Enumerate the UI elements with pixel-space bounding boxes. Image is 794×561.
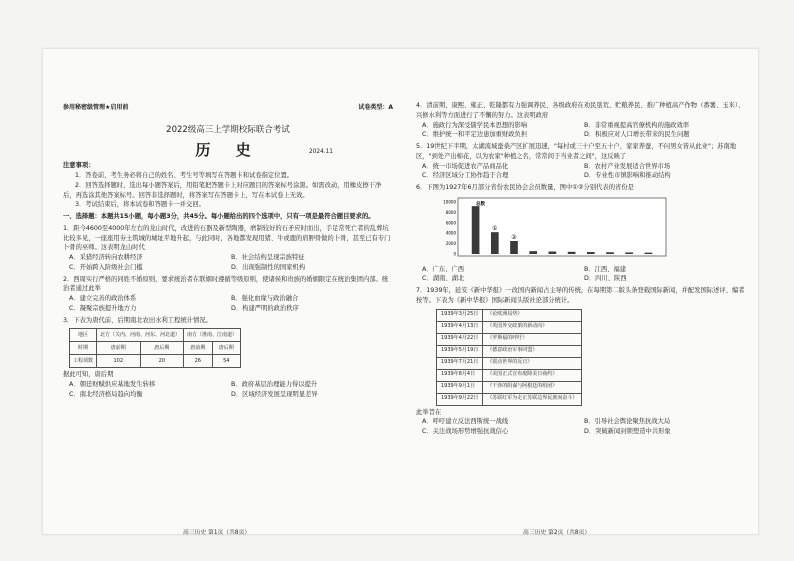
y-tick-label: 2000 (445, 240, 456, 246)
question-4-stem: 4．清前期，康熙、雍正、乾隆都有力强调养民、各级政府在劝民垦荒、贮粮养民、推广种植高产作物（番薯、玉米）、兴修水利等方面进行了不懈的努力。这表明政府 (416, 102, 745, 119)
table-cell: 地区 (70, 329, 97, 342)
table-cell: 1939年5月19日 (437, 345, 483, 357)
bar-marker: ② (511, 233, 517, 241)
option-d: D．四川、陕西 (584, 275, 627, 283)
peasant-association-chart (428, 196, 746, 262)
y-tick-label: 4000 (445, 230, 456, 236)
option-d: D．构建严明的政治秩序 (231, 304, 299, 312)
table-row (437, 381, 582, 393)
page-footer-left: 高三历史 第1页（共8页） (183, 530, 251, 536)
exam-header (63, 103, 393, 112)
table-cell: 《英国外交政策的新动向》 (483, 321, 582, 333)
question-5-options (416, 162, 746, 182)
table-cell: 1939年9月22日 (437, 393, 483, 405)
table-row (437, 393, 582, 405)
table-cell: 《苏联红军为走正苏联边界民族而奋斗》 (483, 393, 582, 405)
table-cell: 唐后期 (140, 342, 184, 355)
y-tick-label: 0 (453, 251, 456, 257)
option-d: D．区域经济发展呈现明显差异 (231, 390, 318, 398)
table-cell: 102 (97, 355, 141, 368)
left-page (63, 49, 393, 400)
table-cell: 时期 (70, 342, 97, 355)
question-3-stem: 3．下表为唐代前、后期南北农田水利工程统计情况。 (63, 316, 212, 324)
table-cell: 北方（关内、河南、河东、河北道） (97, 329, 184, 342)
section-one-instructions: 一、选择题：本题共15小题，每小题3分，共45分。每小题给出的四个选项中，只有一项是最符合题目要求的。 (63, 213, 375, 221)
question-6-stem: 6．下图为1927年6月部分省份农民协会会员数量，图中①②分别代表的省份是 (416, 184, 634, 191)
table-cell: 1939年4月22日 (437, 333, 483, 345)
table-cell: 1939年8月4日 (437, 369, 483, 381)
option-a: A．建立完善的政治体系 (69, 295, 137, 303)
option-c: C．湖南、湖北 (422, 275, 465, 283)
option-b: B．引导社会舆论聚焦抗战大局 (584, 418, 671, 426)
option-d: D．出现强制性的国家机构 (231, 263, 306, 271)
series-label: 总数 (476, 201, 485, 207)
bar (625, 252, 633, 254)
notice-heading: 注意事项： (63, 162, 95, 170)
right-page (416, 101, 746, 437)
bar (606, 252, 614, 254)
bar-chart-svg (428, 196, 668, 258)
notice-item-1: 1．答卷前，考生务必将自己的姓名、考生号等填写在答题卡和试卷指定位置。 (75, 172, 294, 180)
option-b: B．农村产业发展适合世界市场 (584, 162, 671, 170)
table-cell: 《干涉的阴谋与阿根廷的组团》 (483, 381, 582, 393)
bar (472, 206, 480, 254)
table-row (437, 345, 582, 357)
y-tick-label: 6000 (445, 220, 456, 226)
page-footer-right: 高三历史 第2页（共8页） (523, 530, 591, 536)
table-row (437, 321, 582, 333)
bar (491, 232, 499, 254)
notice-item-2: 2．回答选择题时，选出每小题答案后，用铅笔把答题卡上对应题目的答案标号涂黑。如需改动，用橡皮擦干净后，再选涂其他答案标号。回答非选择题时，将答案写在答题卡上，写在本试卷上无效。 (63, 181, 382, 199)
option-b: B．社会结构呈现宗族特征 (231, 254, 305, 262)
question-3-options (63, 380, 393, 400)
question-6-options (416, 265, 746, 285)
option-a: A．朝廷财赋供应基地发生转移 (69, 381, 156, 389)
exam-sheet (42, 48, 759, 535)
paper-type-label: 试卷类型：A (358, 104, 393, 111)
table-cell: 唐前期 (184, 342, 213, 355)
table-cell: 《德意政治军事同盟》 (483, 345, 582, 357)
question-1-stem: 1．距今4600至4000年左右的龙山时代，改进的石器及新型陶器，磨制较好的石矛应时而出，手足常死亡者的乱葬坑比较多见，一座座用夯土筑城的城址平地升起，与此同时，各地都发现用猪、牛或鹿的肩胛骨做的卜骨，甚至已有专门卜骨的巫师。这表明龙山时代 (63, 224, 391, 252)
question-1-options (63, 253, 393, 273)
bar (510, 241, 518, 254)
bar (549, 251, 557, 253)
exam-title: 2022级高三上学期校际联合考试 (166, 125, 290, 136)
table-cell: 54 (212, 355, 241, 368)
option-a: A．统一市场促进农产品商品化 (422, 162, 509, 170)
table-cell: 20 (140, 355, 184, 368)
table-cell: 《罗斯福的呼吁》 (483, 333, 582, 345)
exam-date: 2024.11 (309, 149, 333, 156)
irrigation-table (69, 328, 241, 368)
option-a: A．呼吁建立反法西斯统一战线 (422, 418, 509, 426)
y-tick-label: 10000 (443, 199, 456, 205)
table-cell: 1939年3月25日 (437, 309, 483, 321)
question-7-after: 此举旨在 (416, 408, 442, 416)
option-b: B．政府基层治理能力得以提升 (231, 381, 318, 389)
option-c: C．维护统一和平定边患加重财政负担 (422, 131, 528, 139)
bar (529, 251, 537, 254)
table-row (437, 357, 582, 369)
question-4-options (416, 121, 746, 141)
table-cell: 唐后期 (212, 342, 241, 355)
option-d: D．突破新闻封锁塑造中共形象 (584, 428, 671, 435)
option-b: B．强化血缘与政治融合 (231, 295, 299, 303)
table-row (437, 369, 582, 381)
table-cell: 1939年7月21日 (437, 357, 483, 369)
question-5-stem: 5．19世纪下半期，太湖流域蚕桑产区扩展迅速，"每村或三十户至五十户，家家养蚕，不问男女皆从此业"；苏南地区，"到处产出棉花，以为农家"种植之名，常常间于当业者之间"，这反映了 (416, 143, 737, 160)
bar (587, 252, 595, 254)
y-tick-label: 8000 (445, 209, 456, 215)
table-cell: 26 (184, 355, 213, 368)
table-cell: 《论欧洲局势》 (483, 309, 582, 321)
table-cell: 《美国正式宣布废除美日商约》 (483, 369, 582, 381)
question-7-stem: 7．1939年，延安《新中华报》一改国内新闻占主导的传统，在每期第二版头条登载国际新闻，并配发国际述评、编者按等。下表为《新中华报》国际新闻头版社论部分统计。 (416, 287, 745, 304)
table-cell: 1939年9月1日 (437, 381, 483, 393)
confidentiality-label: 参用秘密级管理★启用前 (63, 104, 129, 111)
option-c: C．开始跨入阶级社会门槛 (69, 263, 143, 271)
bar-marker: ① (492, 224, 498, 232)
option-a: A．广东、广西 (422, 265, 465, 273)
option-a: A．采猎经济转向农耕经济 (69, 254, 143, 262)
option-d: D．专业性市镇影响和推动结构 (584, 172, 671, 180)
table-row (437, 309, 582, 321)
question-3-after: 据此可知，唐后期 (63, 371, 114, 379)
option-c: C．关注战场形势增强抗战信心 (422, 428, 509, 435)
notice-item-3: 3．考试结束后，将本试卷和答题卡一并交回。 (75, 201, 205, 209)
bar (645, 252, 653, 253)
option-c: C．南北经济格局趋向均衡 (69, 390, 143, 398)
question-2-options (63, 294, 393, 314)
option-c: C．凝聚宗族提升地方力 (69, 304, 137, 312)
option-a: A．施政行为深受儒学民本思想的影响 (422, 121, 528, 129)
subject-title: 历 史 (195, 141, 261, 160)
chart-frame (458, 198, 666, 256)
table-row (437, 333, 582, 345)
gazette-table (436, 309, 582, 406)
question-7-options (416, 417, 746, 437)
option-b: B．非常重视提高官僚机构的施政效率 (584, 121, 690, 129)
bar (568, 252, 576, 254)
table-cell: 南方（淮南、江南道） (184, 329, 241, 342)
table-cell: 1939年4月13日 (437, 321, 483, 333)
subject-row (63, 139, 393, 161)
question-2-stem: 2．西周实行严格的同姓不婚原则，要求统治者在联姻时遵循等级原则，使诸侯和贵族的婚姻限定在统治集团内部。统治者通过此举 (63, 275, 389, 293)
table-cell: 工程项数 (70, 355, 97, 368)
option-c: C．经济区域分工协作趋于合理 (422, 172, 509, 180)
option-d: D．积极应对人口增长带来的民生问题 (584, 131, 690, 139)
option-b: B．江西、福建 (584, 265, 627, 273)
table-cell: 《震动世界的反日》 (483, 357, 582, 369)
table-cell: 唐前期 (97, 342, 141, 355)
